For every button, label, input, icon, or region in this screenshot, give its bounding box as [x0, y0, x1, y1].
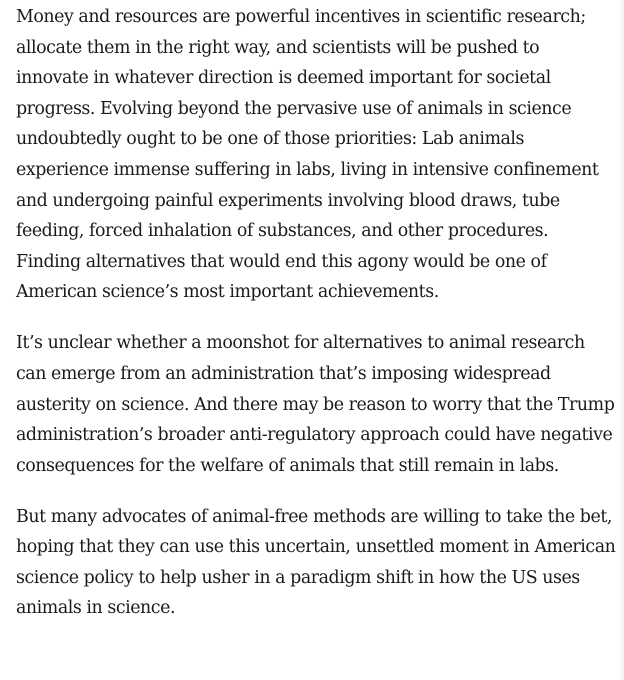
article-paragraph-1: Money and resources are powerful incentives in scientific research; allocate them in the right way, and scientists will be pushed to innovate in whatever direction is deemed important for societal progress. Evolving beyond the pervasive use of animals in science undoubtedly ought to be one of those priorities: Lab animals experience immense suffering in labs, living in intensive confinement and undergoing painful experiments involving blood draws, tube feeding, forced inhalation of substances, and other procedures. Finding alternatives that would end this agony would be one of American science’s most important achievements.	[16, 7, 599, 303]
article-body	[16, 2, 616, 644]
article-paragraph-3: But many advocates of animal-free methods are willing to take the bet, hoping that they can use this uncertain, unsettled moment in American science policy to help usher in a paradigm shift in how the US uses animals in science.	[16, 506, 616, 619]
article-paragraph-2: It’s unclear whether a moonshot for alternatives to animal research can emerge from an administration that’s imposing widespread austerity on science. And there may be reason to worry that the Trump administration’s broader anti-regulatory approach could have negative consequences for the welfare of animals that still remain in labs.	[16, 333, 615, 476]
